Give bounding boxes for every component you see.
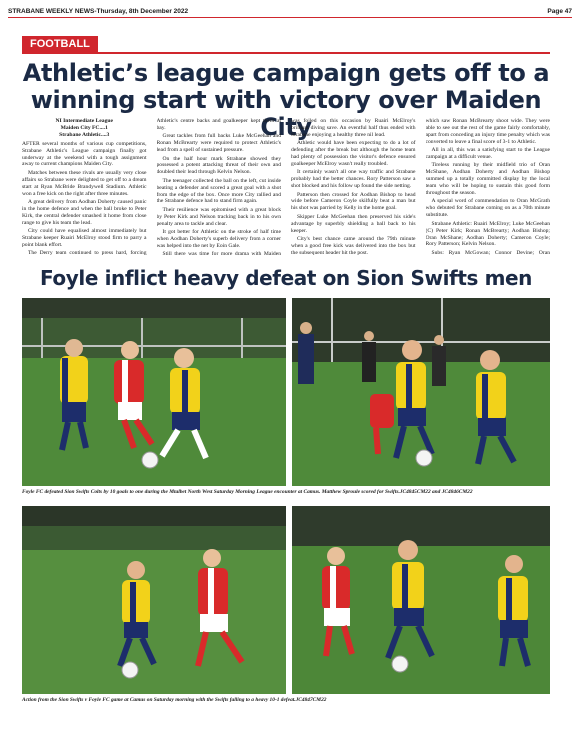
article-column-1 (22, 118, 147, 256)
paragraph: City could have equalised almost immediately but Strabane keeper Ruairi McElroy stood firm to parry a point blank effort. (22, 228, 147, 248)
paragraph: The teenager collected the ball on the left, cut inside beating a defender and scored a great goal with a shot from the edge of the box. Once more City rallied and the Strabane defence had to stand firm again. (156, 177, 281, 205)
paragraph: Strabane Athletic: Ruairi McElroy; Luke McGeehan (C) Peter Kirk; Ronan McBrearty; Aodhan Bishop; Oran McShane; Aodhan Doherty; Cameron Coyle; Rory Patterson; Kelvin Nelson. (425, 220, 550, 248)
photo-caption-top: Foyle FC defeated Sion Swifts Colts by 10 goals to one during the Mtalbet North West Saturday Morning League encounter at Camus. Matthew Sproule scored for Swifts.JC4845CM22 and JC4846CM22 (22, 489, 473, 495)
paragraph: Their resilience was epitomised with a great block by Peter Kirk and Nelson tracking back in to his own penalty area to tackle and clear. (156, 206, 281, 227)
photo-bottom-left (22, 506, 286, 694)
article-body (22, 118, 550, 256)
article-column-3 (291, 118, 416, 256)
article-column-2 (157, 118, 282, 256)
paragraph: A great delivery from Aodhan Doherty caused panic in the home defence and when the ball broke to Peter Kirk, the central defender smashed it home from close range to give his team the lead. (22, 198, 147, 226)
paragraph: All in all, this was a satisfying start to the League campaign at a difficult venue. (425, 147, 550, 161)
paragraph: Subs: Ryan McGowan; Connor Devine; Oran (431, 249, 550, 256)
paragraph: which saw Ronan McBrearty shoot wide. They were able to see out the rest of the game fairly comfortably, apart from conceding an injury time penalty which was converted to leave a final score of 3-1 to Athletic. (425, 118, 550, 145)
photo-bottom-right (292, 506, 550, 694)
score-home: Maiden City FC....1 (60, 124, 108, 131)
paragraph: Athletic's centre backs and goalkeeper kept them at bay. (156, 118, 281, 131)
paragraph: Matches between these rivals are usually very close affairs so Strabane were delighted to get off to a dream start at Ryan McBride Brandywell Stadium. Athletic won a free kick on the right after three minutes. (22, 169, 147, 197)
score-box (22, 118, 147, 139)
paragraph: Patterson then crossed for Aodhan Bishop to head wide before Cameron Coyle skilfully beat a man but his shot was parried by Kelly in the home goal. (291, 191, 416, 212)
second-headline: Foyle inflict heavy defeat on Sion Swifts men (39, 266, 533, 290)
page-number: Page 47 (547, 8, 572, 15)
page-header (8, 4, 572, 18)
paragraph: Great tackles from full backs Luke McGeehan and Ronan McBrearty were required to protect Athletic's lead from a spell of sustained pressure. (156, 133, 281, 154)
paragraph: Athletic would have been expecting to do a lot of defending after the break but although the home team had plenty of possession the visitor's defence ensured goalkeeper McElroy wasn't really troubled. (291, 140, 416, 167)
paragraph: A special word of commendation to Oran McGrath who debuted for Strabane coming on as a 70th minute substitute. (425, 198, 550, 219)
section-rule (22, 52, 550, 54)
paragraph: Tireless running by their midfield trio of Oran McShane, Aodhan Doherty and Aodhan Bishop summed up a totally committed display by the local team who will be hoping to sustain this good form throughout the season. (425, 162, 550, 197)
paragraph: It got better for Athletic on the stroke of half time when Aodhan Doherty's superb delivery from a corner was helped into the net by Eoin Gale. (156, 229, 281, 249)
score-competition: NI Intermediate League (55, 118, 113, 124)
section-tag: FOOTBALL (22, 36, 98, 52)
paragraph: Skipper Luke McGeehan then preserved his side's advantage by superbly shielding a ball back to his keeper. (291, 213, 416, 234)
paragraph: City's best chance came around the 79th minute when a good free kick was delivered into the box but the subsequent header hit the post. (291, 236, 416, 256)
main-headline: Athletic’s league campaign gets off to a winning start with victory over Maiden City (22, 59, 550, 141)
paragraph: AFTER several months of various cup competitions, Strabane Athletic's League campaign finally got underway at the weekend with a tough assignment away to current champions Maiden City. (22, 140, 147, 168)
photo-top-left (22, 298, 286, 486)
paragraph: Still there was time for more drama with Maiden (162, 251, 281, 256)
header-date: STRABANE WEEKLY NEWS-Thursday, 8th December 2022 (8, 8, 189, 15)
paragraph: On the half hour mark Strabane showed they possessed a potent attacking threat of their own and doubled their lead through Kelvin Nelson. (156, 155, 281, 176)
paragraph: The Derry team continued to press hard, forcing (28, 250, 147, 256)
paragraph: It certainly wasn't all one way traffic and Strabane probably had the better chances. Rory Patterson saw a shot blocked and his follow up found the side netting. (291, 169, 416, 190)
score-away: Strabane Athletic....3 (59, 131, 110, 138)
photo-caption-bottom: Action from the Sion Swifts v Foyle FC game at Camus on Saturday morning with the Swifts falling to a heavy 10-1 defeat.JC4847CM22 (22, 697, 327, 703)
paragraph: was foiled on this occasion by Ruairi McElroy's brilliant diving save. An eventful half thus ended with Strabane enjoying a healthy three nil lead. (291, 118, 416, 138)
photo-top-right (292, 298, 550, 486)
article-column-4 (426, 118, 551, 256)
